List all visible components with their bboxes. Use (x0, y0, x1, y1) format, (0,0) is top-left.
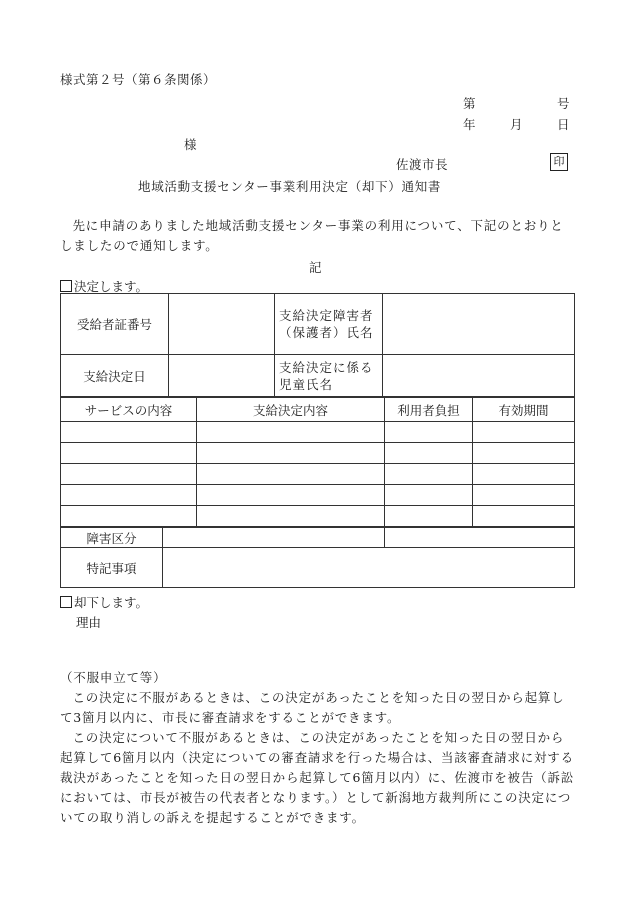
service-row (61, 464, 575, 485)
service-cell[interactable] (197, 506, 385, 527)
ki-heading: 記 (309, 260, 322, 275)
rejection-option (60, 593, 148, 611)
recipient-id-label: 受給者証番号 (61, 294, 169, 355)
guardian-label: 支給決定障害者（保護者）氏名 (275, 294, 383, 355)
intro-paragraph (60, 216, 576, 256)
disability-row (61, 528, 575, 548)
service-table (60, 397, 575, 527)
child-label: 支給決定に係る児童氏名 (275, 355, 383, 397)
appeal-section (60, 668, 576, 828)
form-number: 様式第２号（第６条関係） (60, 72, 217, 87)
column-header: 有効期間 (473, 398, 575, 422)
decision-date-value[interactable] (169, 355, 275, 397)
appeal-heading: （不服申立て等） (60, 670, 167, 685)
column-header: サービスの内容 (61, 398, 197, 422)
addressee-suffix: 様 (184, 137, 197, 152)
date-day: 日 (557, 117, 570, 132)
service-cell[interactable] (197, 422, 385, 443)
remarks-row (61, 548, 575, 588)
service-row (61, 506, 575, 527)
disability-extra[interactable] (385, 528, 575, 548)
doc-no-prefix: 第 (463, 96, 476, 111)
service-cell[interactable] (385, 443, 473, 464)
service-row (61, 443, 575, 464)
intro-text: 先に申請のありました地域活動支援センター事業の利用について、下記のとおりとしましたので通知します。 (60, 218, 564, 253)
service-cell[interactable] (473, 464, 575, 485)
document-title: 地域活動支援センター事業利用決定（却下）通知書 (138, 179, 442, 194)
rejection-checkbox-label: 却下します。 (74, 595, 149, 610)
remarks-value[interactable] (163, 548, 575, 588)
service-cell[interactable] (385, 506, 473, 527)
date-year: 年 (463, 117, 476, 132)
service-cell[interactable] (385, 464, 473, 485)
service-cell[interactable] (61, 464, 197, 485)
service-cell[interactable] (385, 485, 473, 506)
column-header: 支給決定内容 (197, 398, 385, 422)
remarks-label: 特記事項 (61, 548, 163, 588)
service-cell[interactable] (473, 422, 575, 443)
date-month: 月 (510, 117, 523, 132)
service-cell[interactable] (473, 443, 575, 464)
rejection-checkbox[interactable] (60, 596, 72, 608)
disability-label: 障害区分 (61, 528, 163, 548)
decision-date-row (61, 355, 575, 397)
service-cell[interactable] (385, 422, 473, 443)
service-cell[interactable] (197, 443, 385, 464)
rejection-reason-label: 理由 (76, 615, 102, 630)
service-cell[interactable] (197, 464, 385, 485)
recipient-id-value[interactable] (169, 294, 275, 355)
service-cell[interactable] (473, 485, 575, 506)
service-row (61, 485, 575, 506)
child-value[interactable] (383, 355, 575, 397)
service-cell[interactable] (61, 443, 197, 464)
service-header-row (61, 398, 575, 422)
appeal-paragraph-1: この決定に不服があるときは、この決定があったことを知った日の翌日から起算して3箇月以内に、市長に審査請求をすることができます。 (60, 690, 565, 725)
issuer: 佐渡市長 (396, 157, 449, 172)
service-cell[interactable] (61, 506, 197, 527)
service-cell[interactable] (61, 422, 197, 443)
decision-date-label: 支給決定日 (61, 355, 169, 397)
service-row (61, 422, 575, 443)
extra-info-table (60, 527, 575, 588)
decision-checkbox-label: 決定します。 (74, 279, 149, 294)
recipient-row (61, 294, 575, 355)
column-header: 利用者負担 (385, 398, 473, 422)
guardian-value[interactable] (383, 294, 575, 355)
appeal-paragraph-2: この決定について不服があるときは、この決定があったことを知った日の翌日から起算して6箇月以内（決定についての審査請求を行った場合は、当該審査請求に対する裁決があったことを知った日の翌日から起算して6箇月以内）に、佐渡市を被告（訴訟においては、市長が被告の代表者となります。）として新潟地方裁判所にこの決定についての取り消しの訴えを提起することができます。 (60, 730, 575, 825)
service-cell[interactable] (61, 485, 197, 506)
decision-checkbox[interactable] (60, 280, 72, 292)
recipient-info-table (60, 293, 575, 397)
service-cell[interactable] (197, 485, 385, 506)
doc-no-suffix: 号 (557, 96, 570, 111)
seal-stamp: 印 (550, 153, 568, 171)
disability-value[interactable] (163, 528, 385, 548)
service-cell[interactable] (473, 506, 575, 527)
